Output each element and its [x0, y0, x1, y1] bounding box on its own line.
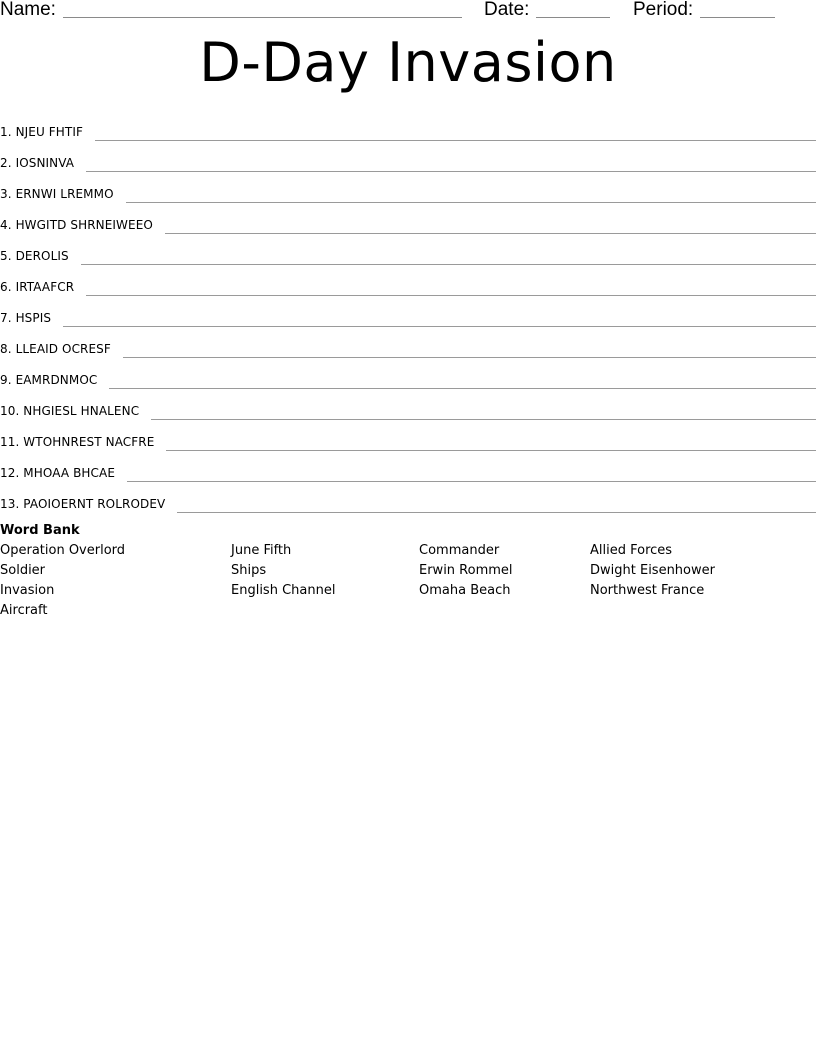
word-bank-item: Operation Overlord [0, 543, 126, 558]
answer-blank[interactable] [86, 295, 816, 296]
answer-blank[interactable] [86, 171, 816, 172]
puzzle-scrambled-word: 11. WTOHNREST NACFRE [0, 435, 155, 449]
answer-blank[interactable] [177, 512, 816, 513]
puzzle-scrambled-word: 13. PAOIOERNT ROLRODEV [0, 497, 166, 511]
answer-blank[interactable] [166, 450, 816, 451]
puzzle-row [0, 389, 816, 420]
puzzle-row [0, 451, 816, 482]
word-bank-item: Omaha Beach [419, 583, 511, 598]
puzzle-row [0, 296, 816, 327]
puzzle-row [0, 172, 816, 203]
answer-blank[interactable] [109, 388, 816, 389]
answer-blank[interactable] [63, 326, 816, 327]
name-label: Name: [0, 0, 56, 20]
period-blank[interactable] [700, 17, 775, 18]
word-bank-item: English Channel [231, 583, 336, 598]
puzzle-scrambled-word: 8. LLEAID OCRESF [0, 342, 111, 356]
word-bank-title: Word Bank [0, 523, 80, 538]
word-bank-item: Soldier [0, 563, 46, 578]
date-label: Date: [484, 0, 530, 20]
answer-blank[interactable] [81, 264, 816, 265]
answer-blank[interactable] [123, 357, 816, 358]
puzzle-row [0, 265, 816, 296]
word-bank-item: Dwight Eisenhower [590, 563, 715, 578]
puzzle-scrambled-word: 3. ERNWI LREMMO [0, 187, 114, 201]
puzzle-scrambled-word: 10. NHGIESL HNALENC [0, 404, 140, 418]
word-bank-item: Invasion [0, 583, 55, 598]
word-bank-item: Erwin Rommel [419, 563, 513, 578]
name-blank[interactable] [63, 17, 462, 18]
puzzle-scrambled-word: 2. IOSNINVA [0, 156, 75, 170]
date-blank[interactable] [536, 17, 610, 18]
word-bank-item: Ships [231, 563, 267, 578]
answer-blank[interactable] [127, 481, 816, 482]
period-label: Period: [633, 0, 694, 20]
word-bank-item: Commander [419, 543, 500, 558]
puzzle-list [0, 110, 816, 513]
puzzle-row [0, 141, 816, 172]
word-bank [0, 521, 816, 618]
word-bank-item: Aircraft [0, 603, 48, 618]
puzzle-scrambled-word: 4. HWGITD SHRNEIWEEO [0, 218, 153, 232]
puzzle-scrambled-word: 1. NJEU FHTIF [0, 125, 83, 139]
puzzle-row [0, 358, 816, 389]
puzzle-row [0, 203, 816, 234]
worksheet-header [0, 0, 816, 24]
puzzle-scrambled-word: 12. MHOAA BHCAE [0, 466, 116, 480]
word-bank-item: Northwest France [590, 583, 705, 598]
word-bank-item: Allied Forces [590, 543, 673, 558]
answer-blank[interactable] [151, 419, 816, 420]
puzzle-row [0, 110, 816, 141]
puzzle-row [0, 420, 816, 451]
answer-blank[interactable] [95, 140, 816, 141]
answer-blank[interactable] [165, 233, 816, 234]
puzzle-row [0, 327, 816, 358]
page-title: D-Day Invasion [199, 31, 617, 94]
puzzle-scrambled-word: 7. HSPIS [0, 311, 52, 325]
puzzle-scrambled-word: 9. EAMRDNMOC [0, 373, 98, 387]
answer-blank[interactable] [126, 202, 816, 203]
puzzle-row [0, 234, 816, 265]
puzzle-row [0, 482, 816, 513]
puzzle-scrambled-word: 6. IRTAAFCR [0, 280, 75, 294]
word-bank-item: June Fifth [231, 543, 292, 558]
puzzle-scrambled-word: 5. DEROLIS [0, 249, 69, 263]
